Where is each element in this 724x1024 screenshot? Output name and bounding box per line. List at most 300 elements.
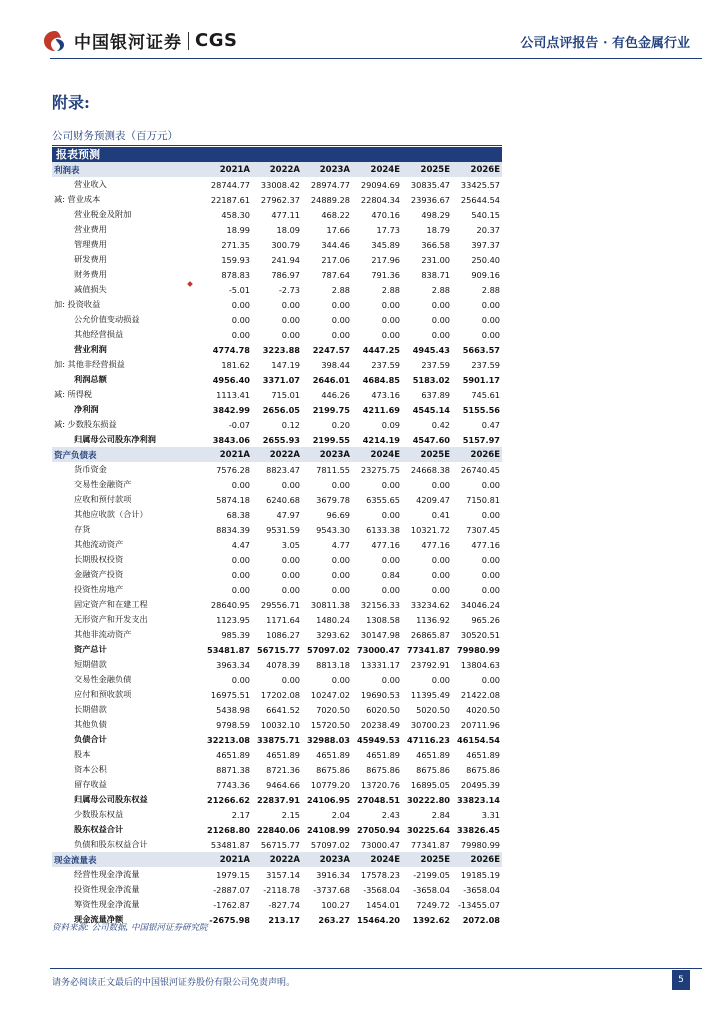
table-row [52,717,502,732]
cell-value: 300.79 [271,239,300,250]
cell-value: 159.93 [221,254,250,265]
cell-value: 1123.95 [216,614,250,625]
cell-value: 33826.45 [457,824,500,835]
cell-value: 47116.23 [407,734,450,745]
table-row [52,237,502,252]
table-row [52,192,502,207]
table-row [52,552,502,567]
cell-value: 4214.19 [362,434,400,445]
cell-value: 3842.99 [212,404,250,415]
row-label: 短期借款 [74,659,107,669]
cell-value: 0.12 [281,419,300,430]
cell-value: 22840.06 [257,824,300,835]
cell-value: 1136.92 [416,614,450,625]
footer-disclaimer: 请务必阅读正文最后的中国银河证券股份有限公司免责声明。 [52,978,296,988]
row-label: 研发费用 [74,254,107,264]
cell-value: 30835.47 [410,179,450,190]
cell-value: 30520.51 [460,629,500,640]
cell-value: 3843.06 [212,434,250,445]
table-row [52,807,502,822]
cell-value: 26865.87 [410,629,450,640]
cell-value: 237.59 [421,359,450,370]
cell-value: 0.00 [431,329,450,340]
cell-value: 0.00 [281,554,300,565]
cell-value: 838.71 [421,269,450,280]
cell-value: 0.00 [281,329,300,340]
cell-value: 0.00 [481,584,500,595]
cell-value: 0.00 [431,674,450,685]
cell-value: 23275.75 [360,464,400,475]
row-label: 减: 少数股东损益 [54,419,117,429]
table-row [52,777,502,792]
cell-value: 0.00 [331,299,350,310]
cell-value: -3568.04 [363,884,400,895]
row-label: 固定资产和在建工程 [74,599,148,609]
table-row [52,492,502,507]
row-label: 其他负债 [74,719,107,729]
cell-value: 73000.47 [360,839,400,850]
table-row [52,357,502,372]
row-label: 其他流动资产 [74,539,124,549]
year-header: 2022A [252,162,302,177]
cell-value: 23792.91 [410,659,450,670]
cell-value: 0.00 [431,314,450,325]
cell-value: 8871.38 [216,764,250,775]
table-row [52,837,502,852]
logo-separator [188,32,189,50]
cell-value: -0.07 [228,419,250,430]
table-row [52,567,502,582]
company-logo [42,28,237,53]
cell-value: 0.00 [231,329,250,340]
cell-value: 0.09 [381,419,400,430]
cell-value: 0.42 [431,419,450,430]
cell-value: 909.16 [471,269,500,280]
cell-value: -2118.78 [263,884,300,895]
cell-value: 498.29 [421,209,450,220]
cell-value: 745.61 [471,389,500,400]
year-header: 2023A [302,852,352,867]
cell-value: 21422.08 [460,689,500,700]
cell-value: 3293.62 [316,629,350,640]
cell-value: 2.88 [481,284,500,295]
table-row [52,732,502,747]
cell-value: 18.99 [226,224,250,235]
cell-value: 19690.53 [360,689,400,700]
cell-value: 0.00 [231,554,250,565]
cell-value: -2887.07 [213,884,250,895]
cell-value: 73000.47 [357,644,400,655]
cell-value: 32156.33 [360,599,400,610]
cell-value: 8675.86 [466,764,500,775]
cell-value: 1308.58 [366,614,400,625]
cell-value: 181.62 [221,359,250,370]
cell-value: 0.00 [231,584,250,595]
cell-value: 2.84 [431,809,450,820]
table-row [52,222,502,237]
row-label: 营业费用 [74,224,107,234]
cell-value: 0.00 [481,569,500,580]
cell-value: 0.84 [381,569,400,580]
section-title: 利润表 [52,162,202,177]
cell-value: 2646.01 [312,374,350,385]
cell-value: 29556.71 [260,599,300,610]
appendix-title: 附录: [52,93,90,112]
cell-value: 0.00 [231,674,250,685]
row-label: 加: 投资收益 [54,299,101,309]
cell-value: 213.17 [268,914,300,925]
cell-value: 0.00 [231,569,250,580]
cell-value: 217.06 [321,254,350,265]
cell-value: 8675.86 [416,764,450,775]
cell-value: 0.00 [331,584,350,595]
cell-value: 0.00 [331,674,350,685]
cell-value: 32213.08 [207,734,250,745]
cell-value: 5901.17 [462,374,500,385]
cell-value: 0.00 [281,569,300,580]
caption-divider [52,145,502,146]
cell-value: 77341.87 [410,839,450,850]
report-type: 公司点评报告 · 有色金属行业 [520,36,690,51]
cell-value: 398.44 [321,359,350,370]
cell-value: 21266.62 [207,794,250,805]
page-header [0,0,724,62]
cell-value: 985.39 [221,629,250,640]
footer-divider [50,968,702,969]
cell-value: 147.19 [271,359,300,370]
table-row [52,417,502,432]
table-row [52,747,502,762]
table-row [52,867,502,882]
cell-value: 0.00 [481,479,500,490]
row-label: 少数股东权益 [74,809,124,819]
logo-english-text: CGS [195,30,238,51]
header-divider [50,58,702,59]
table-row [52,312,502,327]
cell-value: 7150.81 [466,494,500,505]
cell-value: 10321.72 [410,524,450,535]
cell-value: 53481.87 [207,644,250,655]
cell-value: 7811.55 [316,464,350,475]
year-header: 2022A [252,852,302,867]
cell-value: 79980.99 [457,644,500,655]
cell-value: 9464.66 [266,779,300,790]
cell-value: 27962.37 [260,194,300,205]
cell-value: 1454.01 [366,899,400,910]
cell-value: -3658.04 [463,884,500,895]
cell-value: 30811.38 [310,599,350,610]
section-header-row [52,852,502,867]
year-header: 2023A [302,162,352,177]
cell-value: 1480.24 [316,614,350,625]
cell-value: 473.16 [371,389,400,400]
row-label: 减: 所得税 [54,389,93,399]
year-header: 2024E [352,852,402,867]
cell-value: 57097.02 [310,839,350,850]
cell-value: 0.00 [381,314,400,325]
cell-value: 33875.71 [257,734,300,745]
cell-value: 477.16 [471,539,500,550]
cell-value: 15464.20 [357,914,400,925]
cell-value: 4774.78 [212,344,250,355]
cell-value: 0.00 [281,674,300,685]
cell-value: 470.16 [371,209,400,220]
cell-value: 8675.86 [316,764,350,775]
table-row [52,882,502,897]
table-row [52,702,502,717]
cell-value: 1979.15 [216,869,250,880]
cell-value: -827.74 [268,899,300,910]
cell-value: 0.00 [281,314,300,325]
cell-value: 1086.27 [266,629,300,640]
cell-value: 24889.28 [310,194,350,205]
cell-value: 0.00 [331,329,350,340]
cell-value: 30225.64 [407,824,450,835]
table-banner: 报表预测 [52,147,502,162]
table-row [52,372,502,387]
table-row [52,402,502,417]
cell-value: 3679.78 [316,494,350,505]
cell-value: 8813.18 [316,659,350,670]
cell-value: 0.47 [481,419,500,430]
year-header: 2025E [402,447,452,462]
cell-value: 2.43 [381,809,400,820]
table-body [52,162,502,927]
cell-value: 715.01 [271,389,300,400]
cell-value: 28974.77 [310,179,350,190]
cell-value: 13331.17 [360,659,400,670]
cell-value: 0.00 [381,674,400,685]
cell-value: 0.00 [231,299,250,310]
cell-value: 6133.38 [366,524,400,535]
row-label: 经营性现金净流量 [74,869,140,879]
cell-value: 241.94 [271,254,300,265]
cell-value: 4945.43 [412,344,450,355]
cell-value: 0.00 [381,584,400,595]
cell-value: 4447.25 [362,344,400,355]
year-header: 2021A [202,447,252,462]
cell-value: 263.27 [318,914,350,925]
cell-value: 4.77 [331,539,350,550]
cell-value: 5020.50 [416,704,450,715]
cell-value: 0.00 [381,299,400,310]
cell-value: 0.00 [331,569,350,580]
cell-value: 18.09 [276,224,300,235]
cell-value: 7020.50 [316,704,350,715]
cell-value: 2.88 [331,284,350,295]
cell-value: 21268.80 [207,824,250,835]
cell-value: 4211.69 [362,404,400,415]
cell-value: 787.64 [321,269,350,280]
row-label: 资本公积 [74,764,107,774]
cell-value: 3371.07 [262,374,300,385]
cell-value: 2247.57 [312,344,350,355]
table-row [52,462,502,477]
row-label: 无形资产和开发支出 [74,614,148,624]
table-row [52,762,502,777]
table-row [52,207,502,222]
cell-value: 33823.14 [457,794,500,805]
cell-value: 2655.93 [262,434,300,445]
cell-value: -2675.98 [209,914,250,925]
cell-value: 30147.98 [360,629,400,640]
cell-value: 2.88 [381,284,400,295]
row-label: 投资性现金净流量 [74,884,140,894]
table-row [52,537,502,552]
financial-forecast-table [52,147,502,927]
cell-value: 3157.14 [266,869,300,880]
section-header-row [52,162,502,177]
table-row [52,297,502,312]
data-source: 资料来源: 公司数据, 中国银河证券研究院 [52,923,208,933]
table-row [52,612,502,627]
cell-value: 0.00 [381,509,400,520]
cell-value: 4684.85 [362,374,400,385]
table-row [52,582,502,597]
row-label: 股本 [74,749,91,759]
cell-value: 3223.88 [262,344,300,355]
cell-value: 47.97 [276,509,300,520]
cell-value: 23936.67 [410,194,450,205]
cell-value: 9798.59 [216,719,250,730]
cell-value: 366.58 [421,239,450,250]
cell-value: 33234.62 [410,599,450,610]
cell-value: 0.00 [431,299,450,310]
cell-value: 10779.20 [310,779,350,790]
cell-value: 344.46 [321,239,350,250]
cell-value: 17202.08 [260,689,300,700]
cell-value: 17.66 [326,224,350,235]
table-row [52,252,502,267]
cell-value: 4956.40 [212,374,250,385]
year-header: 2021A [202,852,252,867]
year-header: 2022A [252,447,302,462]
cell-value: 477.16 [371,539,400,550]
forecast-grid [52,162,502,927]
cell-value: 8834.39 [216,524,250,535]
cell-value: 0.00 [281,584,300,595]
cell-value: 30700.23 [410,719,450,730]
table-row [52,522,502,537]
row-label: 负债合计 [74,734,107,744]
cell-value: 5155.56 [462,404,500,415]
cell-value: 46154.54 [457,734,500,745]
cell-value: 18.79 [426,224,450,235]
cell-value: 19185.19 [460,869,500,880]
cell-value: 446.26 [321,389,350,400]
cell-value: -2199.05 [413,869,450,880]
cell-value: 2072.08 [462,914,500,925]
table-row [52,687,502,702]
cell-value: 13720.76 [360,779,400,790]
cell-value: 26740.45 [460,464,500,475]
cell-value: 791.36 [371,269,400,280]
cell-value: 7249.72 [416,899,450,910]
row-label: 交易性金融负债 [74,674,132,684]
cell-value: 477.11 [271,209,300,220]
cell-value: 77341.87 [407,644,450,655]
cell-value: 965.26 [471,614,500,625]
cell-value: 56715.77 [257,644,300,655]
table-row [52,657,502,672]
cell-value: 3.05 [281,539,300,550]
row-label: 归属母公司股东净利润 [74,434,156,444]
cell-value: 28640.95 [210,599,250,610]
cell-value: 237.59 [371,359,400,370]
cell-value: 24668.38 [410,464,450,475]
cell-value: 7307.45 [466,524,500,535]
cell-value: 100.27 [321,899,350,910]
cell-value: 0.00 [481,329,500,340]
row-label: 交易性金融资产 [74,479,132,489]
year-header: 2024E [352,162,402,177]
cell-value: 8823.47 [266,464,300,475]
cell-value: 22837.91 [257,794,300,805]
cell-value: 5183.02 [412,374,450,385]
cell-value: 1392.62 [412,914,450,925]
cell-value: 4651.89 [466,749,500,760]
cell-value: -3658.04 [413,884,450,895]
cell-value: 4651.89 [316,749,350,760]
cell-value: 0.00 [231,479,250,490]
cell-value: 22187.61 [210,194,250,205]
row-label: 其他应收款（合计） [74,509,148,519]
table-row [52,642,502,657]
cell-value: 6020.50 [366,704,400,715]
table-row [52,342,502,357]
year-header: 2021A [202,162,252,177]
year-header: 2024E [352,447,402,462]
cell-value: 56715.77 [260,839,300,850]
cell-value: 5874.18 [216,494,250,505]
cell-value: 4651.89 [266,749,300,760]
cell-value: 33008.42 [260,179,300,190]
table-row [52,387,502,402]
cell-value: 68.38 [226,509,250,520]
cell-value: 2199.75 [312,404,350,415]
cell-value: 271.35 [221,239,250,250]
cell-value: 0.00 [331,479,350,490]
table-row [52,177,502,192]
cell-value: 10032.10 [260,719,300,730]
cell-value: 4209.47 [416,494,450,505]
cell-value: 0.00 [281,299,300,310]
row-label: 加: 其他非经营损益 [54,359,125,369]
row-label: 筹资性现金净流量 [74,899,140,909]
table-row [52,267,502,282]
cell-value: 11395.49 [410,689,450,700]
cgs-logo-icon [42,29,68,53]
cell-value: 5663.57 [462,344,500,355]
cell-value: 1113.41 [216,389,250,400]
table-row [52,792,502,807]
cell-value: -13455.07 [457,899,500,910]
cell-value: 34046.24 [460,599,500,610]
cell-value: 468.22 [321,209,350,220]
cell-value: 0.00 [431,569,450,580]
year-header: 2023A [302,447,352,462]
cell-value: 878.83 [221,269,250,280]
cell-value: 3963.34 [216,659,250,670]
row-label: 存货 [74,524,91,534]
row-label: 长期股权投资 [74,554,124,564]
cell-value: 5157.97 [462,434,500,445]
table-row [52,822,502,837]
cell-value: 2.15 [281,809,300,820]
cell-value: 237.59 [471,359,500,370]
cell-value: -3737.68 [313,884,350,895]
row-label: 利润总额 [74,374,107,384]
